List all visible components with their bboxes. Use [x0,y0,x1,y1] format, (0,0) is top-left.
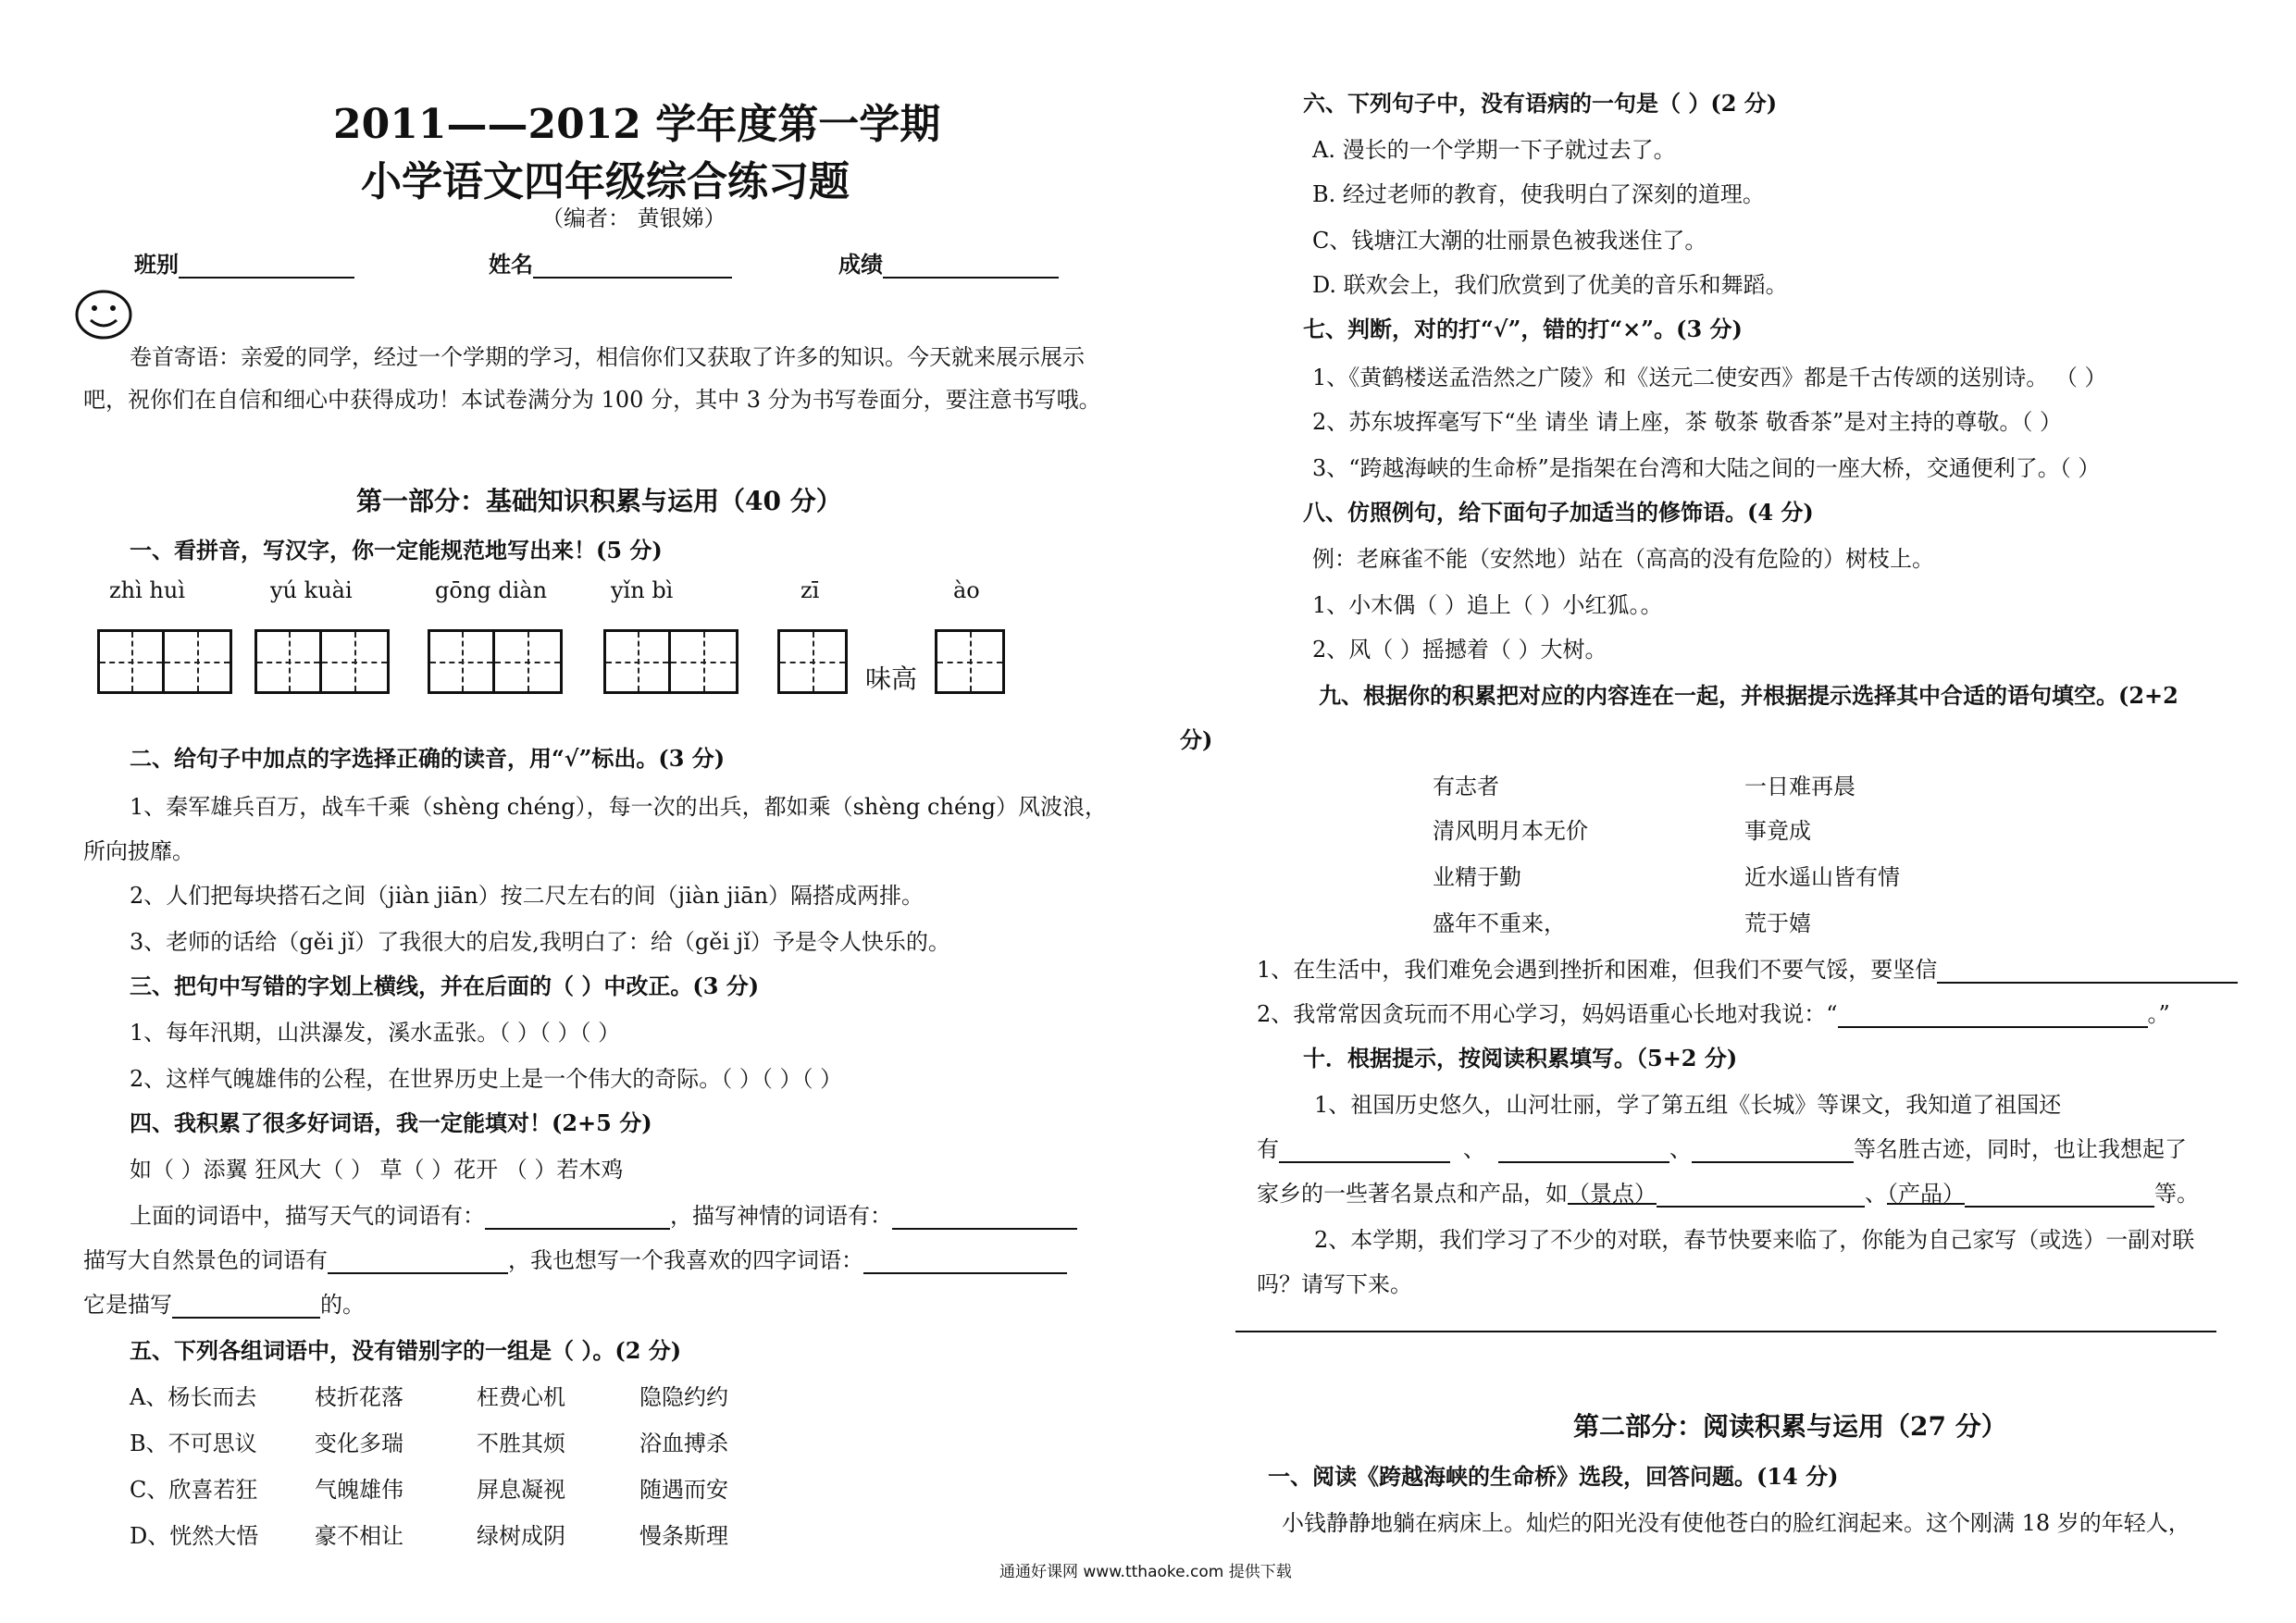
pinyin-5: zī [800,577,820,603]
q4-favorite-blank[interactable] [863,1248,1067,1274]
q4-weather-label: 上面的词语中，描写天气的词语有： [130,1203,485,1229]
q9-left-4[interactable]: 盛年不重来， [1433,911,1566,936]
q4-title: 四、我积累了很多好词语，我一定能填对！(2+5 分) [130,1109,652,1136]
q10-line-2 [1257,1131,2187,1163]
q5-b-2: 变化多瑞 [315,1431,403,1456]
name-field[interactable] [533,253,732,279]
q4-nature-blank[interactable] [328,1248,508,1274]
q10-line-1: 1、祖国历史悠久，山河壮丽，学了第五组《长城》等课文，我知道了祖国还 [1314,1092,2062,1118]
q5-b-3: 不胜其烦 [477,1431,565,1456]
q5-b-4: 浴血搏杀 [639,1431,728,1456]
editor-line: （编者： 黄银娣） [541,205,726,231]
q10-l3-sep: 、 [1865,1181,1887,1207]
q10-l2-sep2: 、 [1669,1136,1692,1162]
q9-line-2-text: 2、我常常因贪玩而不用心学习，妈妈语重心长地对我说：“ [1257,1001,1838,1027]
q5-d-4: 慢条斯理 [639,1523,728,1549]
q4-favorite-label: ，我也想写一个我喜欢的四字词语： [508,1247,863,1273]
intro-line-2: 吧，祝你们在自信和细心中获得成功！本试卷满分为 100 分，其中 3 分为书写卷面分，要注意书写哦。 [83,387,1101,413]
q10-l2-start: 有 [1257,1136,1279,1162]
couplet-answer-line[interactable] [1235,1331,2216,1332]
q5-row-d [130,1518,728,1550]
q8-title: 八、仿照例句，给下面句子加适当的修饰语。(4 分) [1303,499,1814,526]
q10-scenic-blank[interactable] [1657,1182,1865,1208]
q4-line-2 [130,1197,1077,1230]
intro-line-1: 卷首寄语：亲爱的同学，经过一个学期的学习，相信你们又获取了许多的知识。今天就来展示展示 [130,344,1085,370]
q10-l3-start: 家乡的一些著名景点和产品，如 [1257,1181,1568,1207]
writing-grid-5[interactable] [777,629,848,694]
q7-item-3: 3、“跨越海峡的生命桥”是指架在台湾和大陆之间的一座大桥，交通便利了。（ ） [1312,455,2101,481]
q5-d-1: D、恍然大悟 [130,1523,259,1549]
q9-line-2-end: 。” [2147,1001,2170,1027]
q5-d-2: 豪不相让 [315,1523,403,1549]
class-label: 班别 [134,251,179,278]
q9-blank-1[interactable] [1937,958,2238,984]
q10-site-blank-3[interactable] [1692,1137,1854,1163]
pinyin-2: yú kuài [270,577,353,603]
q1-title: 一、看拼音，写汉字，你一定能规范地写出来！(5 分) [130,537,663,564]
q9-title-cont: 分) [1180,726,1213,753]
q8-line-1: 1、小木偶（ ）追上（ ）小红狐。。 [1312,592,1663,618]
q5-c-3: 屏息凝视 [477,1477,565,1503]
q10-site-blank-1[interactable] [1279,1137,1450,1163]
q10-product-label: （产品） [1887,1181,1965,1207]
q5-row-c [130,1471,728,1504]
q9-left-1[interactable]: 有志者 [1433,774,1499,799]
q2-line-1b: 所向披靡。 [83,838,194,864]
q3-line-2: 2、这样气魄雄伟的公程，在世界历史上是一个伟大的奇际。（ ）（ ）（ ） [130,1066,843,1092]
q7-title: 七、判断，对的打“√”，错的打“×”。(3 分) [1303,316,1743,342]
q2-title: 二、给句子中加点的字选择正确的读音，用“√”标出。(3 分) [130,745,726,772]
pinyin-6: ào [953,577,980,603]
q7-item-1: 1、《黄鹤楼送孟浩然之广陵》和《送元二使安西》都是千古传颂的送别诗。 （ ） [1312,365,2107,390]
class-field[interactable] [179,253,354,279]
q10-line-5: 吗？请写下来。 [1257,1271,1412,1297]
q9-right-2[interactable]: 事竟成 [1744,818,1811,844]
part1-title: 第一部分：基础知识积累与运用（40 分） [356,486,842,516]
q2-line-3: 3、老师的话给（gěi jǐ）了我很大的启发,我明白了：给（gěi jǐ）予是令人快乐的。 [130,929,950,955]
q3-line-1: 1、每年汛期，山洪瀑发，溪水盂张。（ ）（ ）（ ） [130,1020,621,1046]
q10-title: 十．根据提示，按阅读积累填写。（5+2 分) [1303,1045,1738,1072]
q4-line-1: 如（ ）添翼 狂风大（ ） 草（ ）花开 （ ）若木鸡 [130,1157,624,1183]
info-line [134,246,1059,279]
q5-a-4: 隐隐约约 [639,1384,728,1410]
pinyin-4: yǐn bì [611,577,674,603]
q9-title: 九、根据你的积累把对应的内容连在一起，并根据提示选择其中合适的语句填空。(2+2 [1319,682,2178,709]
q6-opt-a: A. 漫长的一个学期一下子就过去了。 [1312,137,1676,163]
q9-left-2[interactable]: 清风明月本无价 [1433,818,1588,844]
q6-opt-b: B. 经过老师的教育，使我明白了深刻的道理。 [1312,181,1765,207]
q6-opt-d: D. 联欢会上，我们欣赏到了优美的音乐和舞蹈。 [1312,272,1788,298]
q2-line-1: 1、秦军雄兵百万，战车千乘（shèng chéng），每一次的出兵，都如乘（shèng chéng）风波浪， [130,794,1107,820]
q10-l3-end: 等。 [2154,1181,2199,1207]
q5-a-3: 枉费心机 [477,1384,565,1410]
q5-c-2: 气魄雄伟 [315,1477,403,1503]
q5-row-a [130,1379,728,1411]
q4-line-3 [83,1242,1067,1274]
writing-grid-4[interactable] [603,629,738,694]
q10-line-3 [1257,1175,2199,1208]
q9-right-1[interactable]: 一日难再晨 [1744,774,1855,799]
q4-line-4 [83,1286,365,1319]
q10-l2-sep1: 、 [1463,1136,1485,1162]
score-label: 成绩 [838,251,883,278]
q5-c-1: C、欣喜若狂 [130,1477,258,1503]
q4-nature-label: 描写大自然景色的词语有 [83,1247,328,1273]
writing-grid-1[interactable] [97,629,232,694]
q8-example: 例：老麻雀不能（安然地）站在（高高的没有危险的）树枝上。 [1312,546,1934,572]
q10-scenic-label: （景点） [1568,1181,1657,1207]
q9-blank-2[interactable] [1838,1002,2148,1028]
q4-mood-label: ，描写神情的词语有： [670,1203,892,1229]
writing-grid-2[interactable] [254,629,390,694]
q4-describe-blank[interactable] [172,1293,320,1319]
q5-b-1: B、不可思议 [130,1431,257,1456]
q8-line-2: 2、风（ ）摇撼着（ ）大树。 [1312,637,1607,663]
part2-title: 第二部分：阅读积累与运用（27 分） [1573,1411,2007,1442]
writing-grid-3[interactable] [428,629,563,694]
q5-c-4: 随遇而安 [639,1477,728,1503]
pinyin-3: gōng diàn [435,577,548,603]
exam-title-year: 2011——2012 学年度第一学期 [333,101,941,148]
q3-title: 三、把句中写错的字划上横线，并在后面的（ ）中改正。(3 分) [130,973,760,999]
q5-a-1: A、杨长而去 [130,1384,257,1410]
q10-product-blank[interactable] [1965,1182,2154,1208]
name-label: 姓名 [489,251,533,278]
grid-extra-text: 味高 [865,663,918,694]
q9-line-1 [1257,951,2238,984]
footer-source: 通通好课网 www.tthaoke.com 提供下载 [999,1563,1292,1581]
q5-a-2: 枝折花落 [315,1384,403,1410]
q6-title: 六、下列句子中，没有语病的一句是（ ）(2 分) [1303,90,1778,117]
q4-mood-blank[interactable] [892,1204,1077,1230]
q9-left-3[interactable]: 业精于勤 [1433,864,1521,890]
q9-right-4[interactable]: 荒于嬉 [1744,911,1811,936]
q10-line-4: 2、本学期，我们学习了不少的对联，春节快要来临了，你能为自己家写（或选）一副对联 [1314,1227,2195,1253]
q9-line-2 [1257,996,2170,1028]
q7-item-2: 2、苏东坡挥毫写下“坐 请坐 请上座，茶 敬茶 敬香茶”是对主持的尊敬。（ ） [1312,409,2062,435]
q5-title: 五、下列各组词语中，没有错别字的一组是（ ）。(2 分) [130,1337,682,1364]
q2-line-2: 2、人们把每块搭石之间（jiàn jiān）按二尺左右的间（jiàn jiān）隔搭成两排。 [130,883,925,909]
pinyin-1: zhì huì [109,577,185,603]
q6-opt-c: C、钱塘江大潮的壮丽景色被我迷住了。 [1312,228,1707,254]
q10-l2-end: 等名胜古迹，同时，也让我想起了 [1854,1136,2187,1162]
q4-describe-end: 的。 [320,1292,365,1318]
writing-grid-6[interactable] [935,629,1005,694]
smiley-icon [74,289,133,341]
q5-d-3: 绿树成阴 [477,1523,565,1549]
q10-site-blank-2[interactable] [1498,1137,1669,1163]
q4-describe-label: 它是描写 [83,1292,172,1318]
q9-right-3[interactable]: 近水遥山皆有情 [1744,864,1900,890]
score-field[interactable] [883,253,1059,279]
reading-q1-title: 一、阅读《跨越海峡的生命桥》选段，回答问题。(14 分) [1268,1463,1839,1490]
reading-passage-line-1: 小钱静静地躺在病床上。灿烂的阳光没有使他苍白的脸红润起来。这个刚满 18 岁的年轻人， [1282,1510,2191,1536]
exam-title: 小学语文四年级综合练习题 [361,158,850,205]
q5-row-b [130,1425,728,1457]
q9-line-1-text: 1、在生活中，我们难免会遇到挫折和困难，但我们不要气馁，要坚信 [1257,957,1938,983]
q4-weather-blank[interactable] [485,1204,670,1230]
